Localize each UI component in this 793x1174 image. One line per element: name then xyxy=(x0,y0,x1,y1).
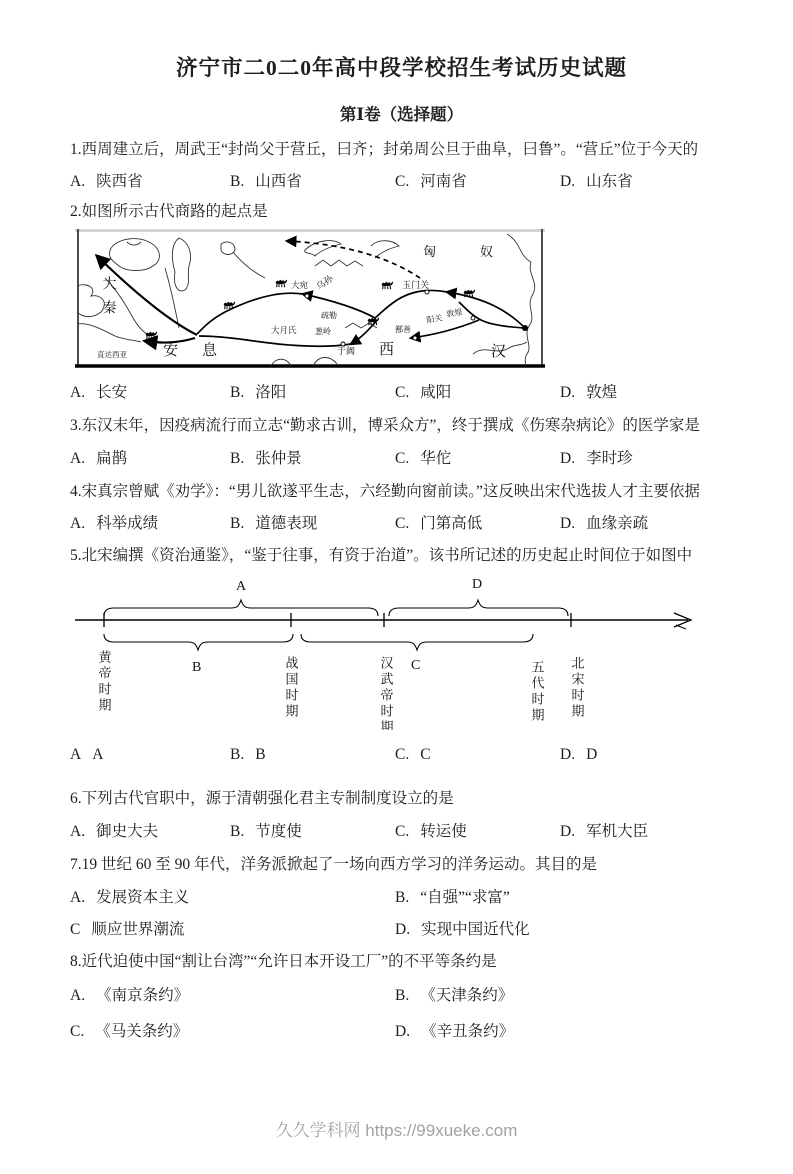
map-label-dunhuang: 敦煌 xyxy=(445,307,464,319)
map-label-yumenguan: 玉门关 xyxy=(402,280,430,290)
question-3 xyxy=(70,416,733,469)
option-d: D. 敦煌 xyxy=(560,384,618,401)
question-options-row2 xyxy=(70,1022,733,1042)
silk-road-map xyxy=(75,228,545,368)
brace-label-d: D xyxy=(472,577,483,592)
option-c: C. 转运使 xyxy=(395,823,467,840)
silk-road-map-figure xyxy=(75,228,733,373)
option-c: C. 咸阳 xyxy=(395,384,452,401)
map-label-shule: 疏勒 xyxy=(321,311,337,320)
question-options-row1 xyxy=(70,986,733,1006)
question-options xyxy=(70,745,733,765)
option-b: B. B xyxy=(230,746,266,763)
option-b: B. 道德表现 xyxy=(230,515,318,532)
timeline-arrow-tail xyxy=(676,625,686,629)
option-c: C. 门第高低 xyxy=(395,515,483,532)
option-d: D. D xyxy=(560,746,598,763)
timeline-diagram xyxy=(70,570,730,730)
question-6 xyxy=(70,789,733,842)
question-options xyxy=(70,449,733,469)
option-c: C. 《马关条约》 xyxy=(70,1023,189,1040)
option-b: B. 山西省 xyxy=(230,173,302,190)
question-options xyxy=(70,514,733,534)
option-a: A. 扁鹊 xyxy=(70,450,128,467)
option-a: A A xyxy=(70,746,104,763)
question-options xyxy=(70,383,733,403)
question-7 xyxy=(70,855,733,940)
option-c: C 顺应世界潮流 xyxy=(70,921,185,938)
question-stem: 6.下列古代官职中，源于清朝强化君主专制制度设立的是 xyxy=(70,790,454,807)
option-a: A. 长安 xyxy=(70,384,128,401)
map-label-congling: 葱岭 xyxy=(315,327,331,336)
option-d: D. 血缘亲疏 xyxy=(560,515,649,532)
timeline-bottom-braces xyxy=(104,634,533,650)
map-label-wusun: 乌孙 xyxy=(314,273,335,292)
question-stem: 5.北宋编撰《资治通鉴》，“鉴于往事，有资于治道”。该书所记述的历史起止时间位于如图中 xyxy=(70,547,693,564)
period-wudai: 五代时期 xyxy=(529,660,545,724)
question-4 xyxy=(70,482,733,534)
watermark: 久久学科网 https://99xueke.com xyxy=(275,1121,518,1140)
question-5 xyxy=(70,546,733,765)
option-d: D. 山东省 xyxy=(560,173,633,190)
brace-label-c: C xyxy=(411,658,421,673)
option-c: C. C xyxy=(395,746,431,763)
map-label-zhida-xiya: 直达西亚 xyxy=(97,350,127,359)
option-b: B. 《天津条约》 xyxy=(395,987,514,1004)
option-a: A. 发展资本主义 xyxy=(70,889,190,906)
map-label-han: 汉 xyxy=(491,344,507,360)
option-d: D. 《辛丑条约》 xyxy=(395,1023,515,1040)
question-options-row1 xyxy=(70,888,733,908)
option-d: D. 军机大臣 xyxy=(560,823,649,840)
question-stem: 8.近代迫使中国“割让台湾”“允许日本开设工厂”的不平等条约是 xyxy=(70,953,497,970)
period-huangdi: 黄帝时期 xyxy=(96,650,112,714)
map-label-daqin: 大秦 xyxy=(100,276,116,324)
question-1 xyxy=(70,140,733,192)
question-options-row2 xyxy=(70,920,733,940)
option-d: D. 实现中国近代化 xyxy=(395,921,530,938)
question-options xyxy=(70,822,733,842)
period-beisong: 北宋时期 xyxy=(569,656,585,720)
timeline-figure xyxy=(70,570,733,735)
page-title: 济宁市二0二0年高中段学校招生考试历史试题 xyxy=(175,56,627,80)
section-heading: 第Ⅰ卷（选择题） xyxy=(339,105,464,124)
map-label-shanshan: 鄯善 xyxy=(395,325,411,334)
question-8 xyxy=(70,952,733,1042)
question-2 xyxy=(70,202,733,403)
brace-label-a: A xyxy=(236,579,247,594)
brace-label-b: B xyxy=(192,660,202,675)
map-label-dayuezhi: 大月氏 xyxy=(271,325,297,335)
period-zhanguo: 战国时期 xyxy=(283,656,299,720)
option-a: A. 御史大夫 xyxy=(70,823,159,840)
changan-dot xyxy=(522,325,528,331)
timeline-top-braces xyxy=(104,600,568,616)
period-hanwudi: 汉武帝时期 xyxy=(378,656,394,730)
option-a: A. 科举成绩 xyxy=(70,515,159,532)
map-label-anxi: 安息 xyxy=(163,343,242,359)
map-label-xiongnu: 匈奴 xyxy=(423,244,538,259)
question-stem: 3.东汉末年，因疫病流行而立志“勤求古训，博采众方”，终于撰成《伤寒杂病论》的医学家是 xyxy=(70,417,700,434)
option-d: D. 李时珍 xyxy=(560,450,633,467)
option-c: C. 河南省 xyxy=(395,173,467,190)
option-b: B. 张仲景 xyxy=(230,450,302,467)
map-label-dayuan: 大宛 xyxy=(291,280,309,290)
option-b: B. 节度使 xyxy=(230,823,302,840)
map-label-yangguan: 阳关 xyxy=(425,313,444,325)
question-options xyxy=(70,172,733,192)
map-label-yutian: 于阗 xyxy=(337,346,356,356)
question-stem: 4.宋真宗曾赋《劝学》：“男儿欲遂平生志，六经勤向窗前读。”这反映出宋代选拔人才主要依据 xyxy=(70,483,700,500)
map-label-xi: 西 xyxy=(379,342,395,358)
question-stem: 2.如图所示古代商路的起点是 xyxy=(70,203,268,220)
option-b: B. “自强”“求富” xyxy=(395,889,510,906)
question-stem: 1.西周建立后，周武王“封尚父于营丘，曰齐；封弟周公旦于曲阜，曰鲁”。“营丘”位于今天的 xyxy=(70,141,699,158)
question-stem: 7.19 世纪 60 至 90 年代，洋务派掀起了一场向西方学习的洋务运动。其目的是 xyxy=(70,856,598,873)
option-a: A. 《南京条约》 xyxy=(70,987,190,1004)
option-b: B. 洛阳 xyxy=(230,384,287,401)
exam-page xyxy=(0,52,793,1042)
option-a: A. 陕西省 xyxy=(70,173,143,190)
option-c: C. 华佗 xyxy=(395,450,452,467)
